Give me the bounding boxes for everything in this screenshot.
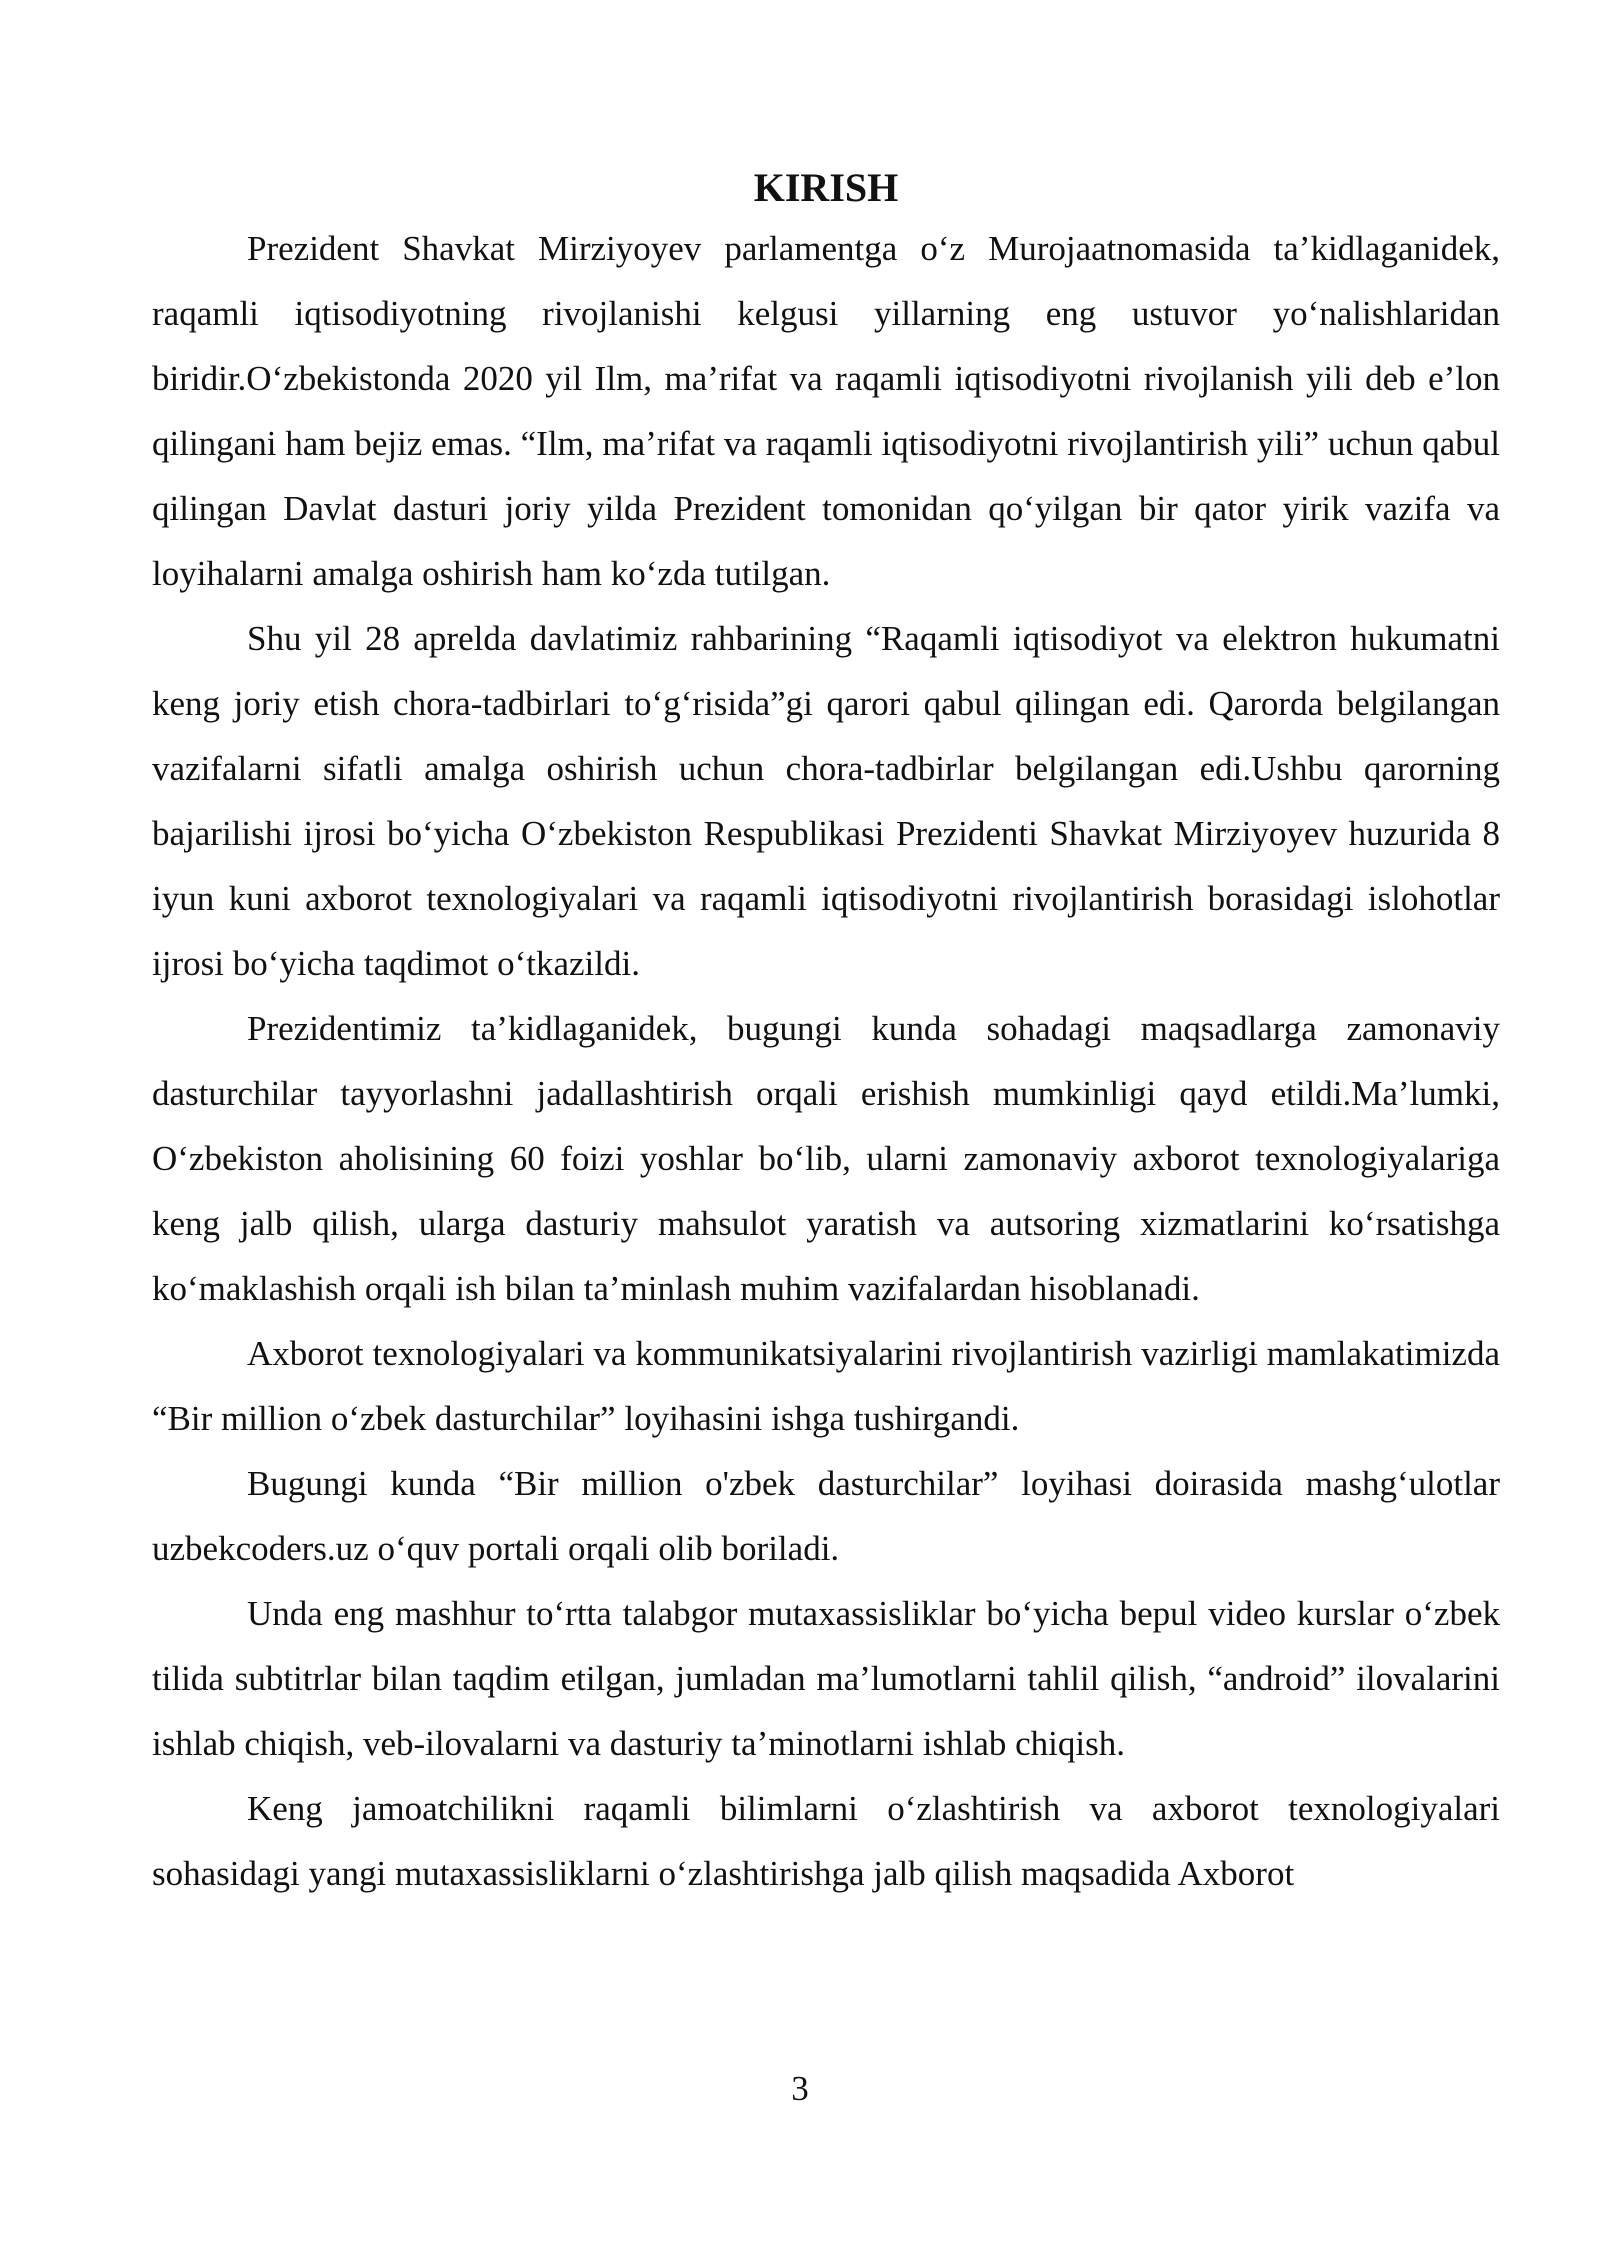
paragraph-6: Unda eng mashhur to‘rtta talabgor mutaxassisliklar bo‘yicha bepul video kurslar o‘zbek tilida subtitrlar bilan taqdim etilgan, jumladan ma’lumotlarni tahlil qilish, “android” ilovalarini ishlab chiqish, veb-ilovalarni va dasturiy ta’minotlarni ishlab chiqish. xyxy=(152,1594,1500,1763)
paragraph-1: Prezident Shavkat Mirziyoyev parlamentga o‘z Murojaatnomasida ta’kidlaganidek, raqamli iqtisodiyotning rivojlanishi kelgusi yillarning eng ustuvor yo‘nalishlaridan biridir.O‘zbekistonda 2020 yil Ilm, ma’rifat va raqamli iqtisodiyotni rivojlanish yili deb e’lon qilingani ham bejiz emas. “Ilm, ma’rifat va raqamli iqtisodiyotni rivojlantirish yili” uchun qabul qilingan Davlat dasturi joriy yilda Prezident tomonidan qo‘yilgan bir qator yirik vazifa va loyihalarni amalga oshirish ham ko‘zda tutilgan. xyxy=(152,229,1500,593)
paragraph-3: Prezidentimiz ta’kidlaganidek, bugungi kunda sohadagi maqsadlarga zamonaviy dasturchilar tayyorlashni jadallashtirish orqali erishish mumkinligi qayd etildi.Ma’lumki, O‘zbekiston aholisining 60 foizi yoshlar bo‘lib, ularni zamonaviy axborot texnologiyalariga keng jalb qilish, ularga dasturiy mahsulot yaratish va autsoring xizmatlarini ko‘rsatishga ko‘maklashish orqali ish bilan ta’minlash muhim vazifalardan hisoblanadi. xyxy=(152,1009,1500,1308)
section-title: KIRISH xyxy=(753,165,899,210)
paragraph-4: Axborot texnologiyalari va kommunikatsiyalarini rivojlantirish vazirligi mamlakatimizda “Bir million o‘zbek dasturchilar” loyihasini ishga tushirgandi. xyxy=(152,1334,1500,1438)
page-number: 3 xyxy=(791,2069,809,2108)
paragraph-5: Bugungi kunda “Bir million o'zbek dasturchilar” loyihasi doirasida mashg‘ulotlar uzbekcoders.uz o‘quv portali orqali olib boriladi. xyxy=(152,1464,1500,1568)
paragraph-7: Keng jamoatchilikni raqamli bilimlarni o‘zlashtirish va axborot texnologiyalari sohasidagi yangi mutaxassisliklarni o‘zlashtirishga jalb qilish maqsadida Axborot xyxy=(152,1789,1500,1893)
paragraph-2: Shu yil 28 aprelda davlatimiz rahbarining “Raqamli iqtisodiyot va elektron hukumatni keng joriy etish chora-tadbirlari to‘g‘risida”gi qarori qabul qilingan edi. Qarorda belgilangan vazifalarni sifatli amalga oshirish uchun chora-tadbirlar belgilangan edi.Ushbu qarorning bajarilishi ijrosi bo‘yicha O‘zbekiston Respublikasi Prezidenti Shavkat Mirziyoyev huzurida 8 iyun kuni axborot texnologiyalari va raqamli iqtisodiyotni rivojlantirish borasidagi islohotlar ijrosi bo‘yicha taqdimot o‘tkazildi. xyxy=(152,619,1500,983)
page-content xyxy=(152,160,1500,1906)
